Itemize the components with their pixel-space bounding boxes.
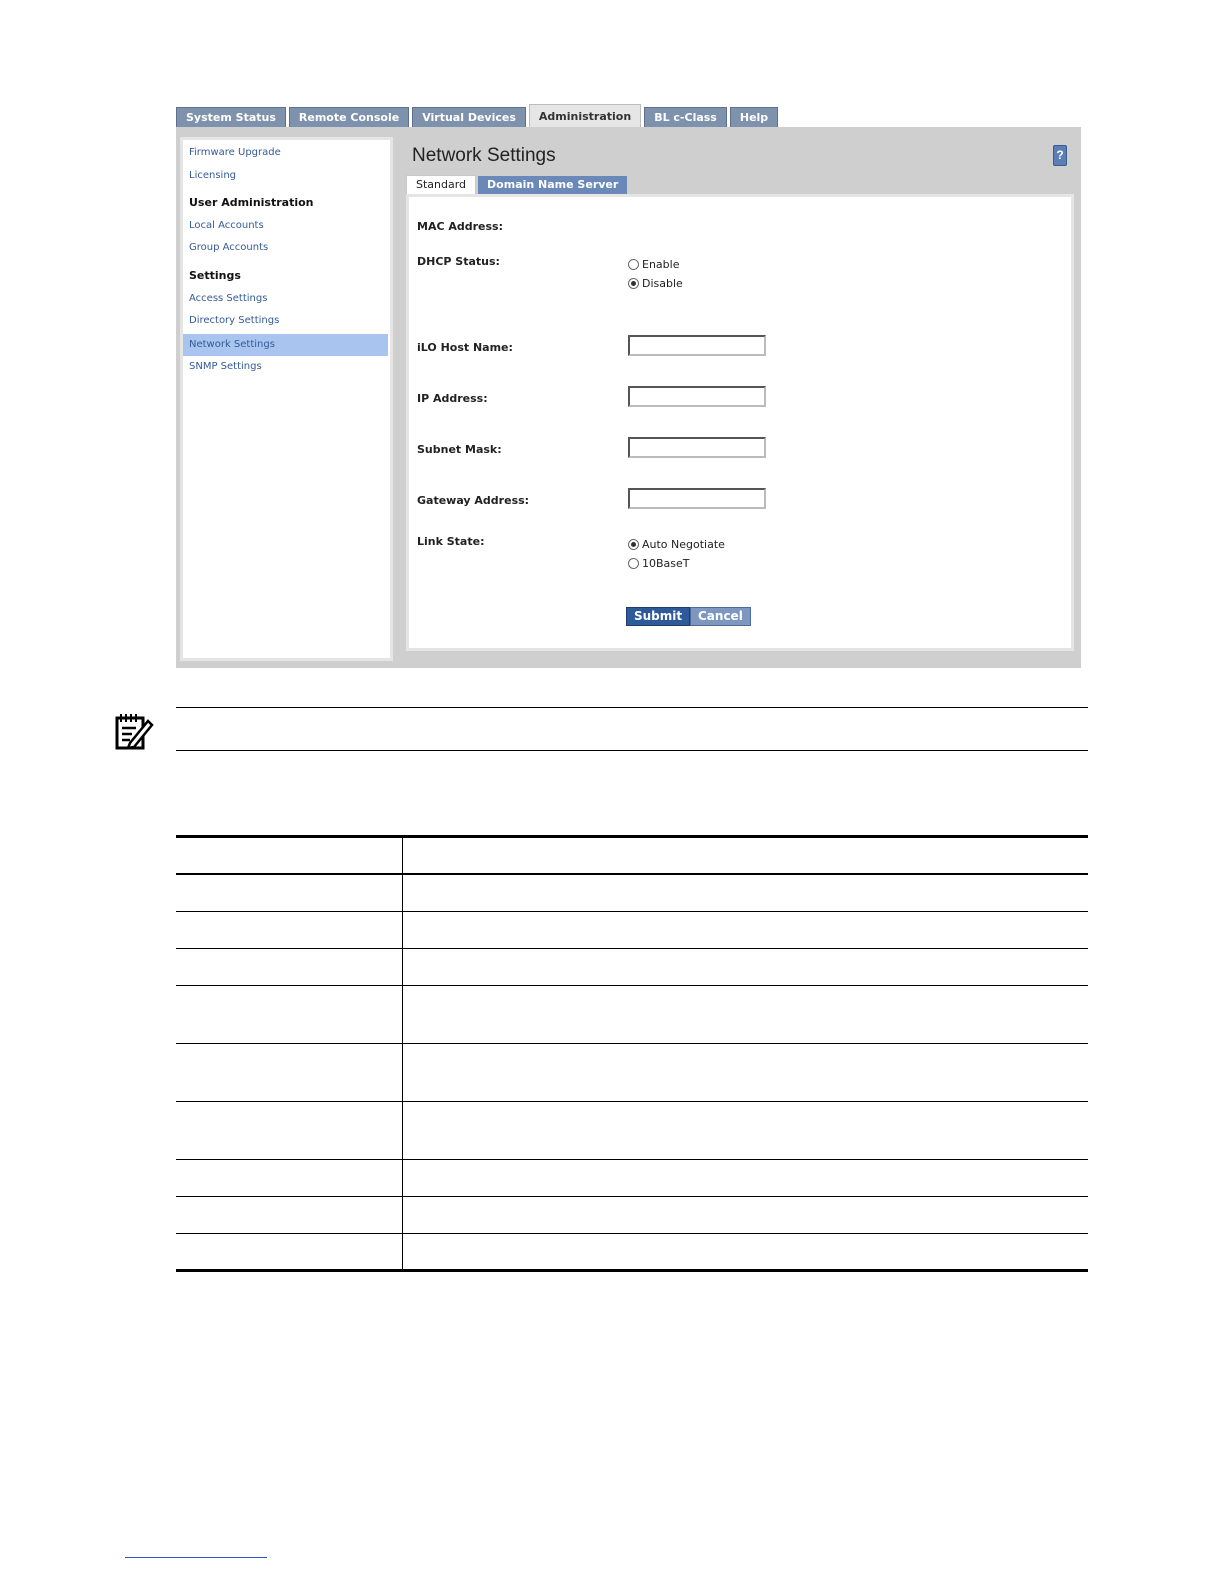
table-row [176,1043,1088,1101]
table-cell [176,1196,403,1233]
top-tab-bar [176,104,781,128]
tab-remote-console[interactable]: Remote Console [289,107,409,127]
table-row [176,1196,1088,1233]
table-cell [403,911,1089,948]
table-cell [176,874,403,911]
table-row [176,874,1088,911]
ip-address-input[interactable] [628,386,766,407]
table-cell [176,948,403,985]
table-cell [403,1233,1089,1270]
tab-administration[interactable]: Administration [529,104,641,127]
tab-standard[interactable]: Standard [406,175,476,194]
footer-link-underline [125,1557,267,1558]
table-header-cell [176,837,403,875]
link-10baset-radio[interactable] [628,558,639,569]
tab-system-status[interactable]: System Status [176,107,286,127]
sidebar-heading-user-administration: User Administration [189,196,314,209]
tab-domain-name-server[interactable]: Domain Name Server [478,176,627,194]
link-10baset-option[interactable] [628,557,690,570]
table-cell [403,985,1089,1043]
subnet-mask-label: Subnet Mask: [417,443,502,456]
table-cell [403,1196,1089,1233]
dhcp-disable-option[interactable] [628,277,683,290]
table-cell [176,1043,403,1101]
note-bottom-rule [176,750,1088,751]
help-icon[interactable]: ? [1053,145,1067,166]
dhcp-disable-radio[interactable] [628,278,639,289]
sidebar [180,137,393,661]
dhcp-enable-option[interactable] [628,258,679,271]
main-frame [176,127,1081,668]
table-row [176,1101,1088,1159]
cancel-button[interactable]: Cancel [690,607,751,626]
sidebar-item-group-accounts[interactable]: Group Accounts [189,242,269,253]
sidebar-item-network-settings[interactable]: Network Settings [183,334,388,356]
tab-bl-c-class[interactable]: BL c-Class [644,107,727,127]
table-cell [176,911,403,948]
table-row [176,1233,1088,1270]
note-top-rule [176,707,1088,708]
link-state-label: Link State: [417,535,485,548]
ilo-host-name-input[interactable] [628,335,766,356]
table-cell [403,1043,1089,1101]
sidebar-item-access-settings[interactable]: Access Settings [189,293,268,304]
dhcp-enable-label: Enable [642,258,680,271]
sidebar-item-snmp-settings[interactable]: SNMP Settings [189,361,262,372]
ilo-host-name-label: iLO Host Name: [417,341,513,354]
table-cell [403,874,1089,911]
ip-address-label: IP Address: [417,392,488,405]
dhcp-disable-label: Disable [642,277,683,290]
table-row [176,985,1088,1043]
table-cell [176,985,403,1043]
content-area [402,127,1081,661]
sidebar-item-directory-settings[interactable]: Directory Settings [189,315,280,326]
sidebar-item-local-accounts[interactable]: Local Accounts [189,220,264,231]
link-auto-negotiate-radio[interactable] [628,539,639,550]
table-header-cell [403,837,1089,875]
tab-virtual-devices[interactable]: Virtual Devices [412,107,526,127]
gateway-address-input[interactable] [628,488,766,509]
table-cell [403,1159,1089,1196]
table-cell [176,1101,403,1159]
table-cell [403,1101,1089,1159]
subnet-mask-input[interactable] [628,437,766,458]
note-pencil-icon [114,712,154,752]
page-title: Network Settings [412,145,556,166]
table-row [176,911,1088,948]
mac-address-label: MAC Address: [417,220,504,233]
link-auto-negotiate-label: Auto Negotiate [642,538,725,551]
submit-button[interactable]: Submit [626,607,690,626]
link-auto-negotiate-option[interactable] [628,538,725,551]
table-cell [176,1233,403,1270]
sub-tab-bar [406,175,629,194]
dhcp-enable-radio[interactable] [628,259,639,270]
table-cell [176,1159,403,1196]
table-header-row [176,837,1088,875]
table-row [176,948,1088,985]
link-10baset-label: 10BaseT [642,557,690,570]
table-cell [403,948,1089,985]
sidebar-heading-settings: Settings [189,269,241,282]
table-row [176,1159,1088,1196]
ilo-screenshot [176,104,1081,668]
sidebar-item-licensing[interactable]: Licensing [189,170,237,181]
tab-help[interactable]: Help [730,107,778,127]
dhcp-status-label: DHCP Status: [417,255,500,268]
settings-table [176,835,1088,1272]
network-settings-panel [406,194,1074,651]
sidebar-item-firmware-upgrade[interactable]: Firmware Upgrade [189,147,281,158]
gateway-address-label: Gateway Address: [417,494,530,507]
